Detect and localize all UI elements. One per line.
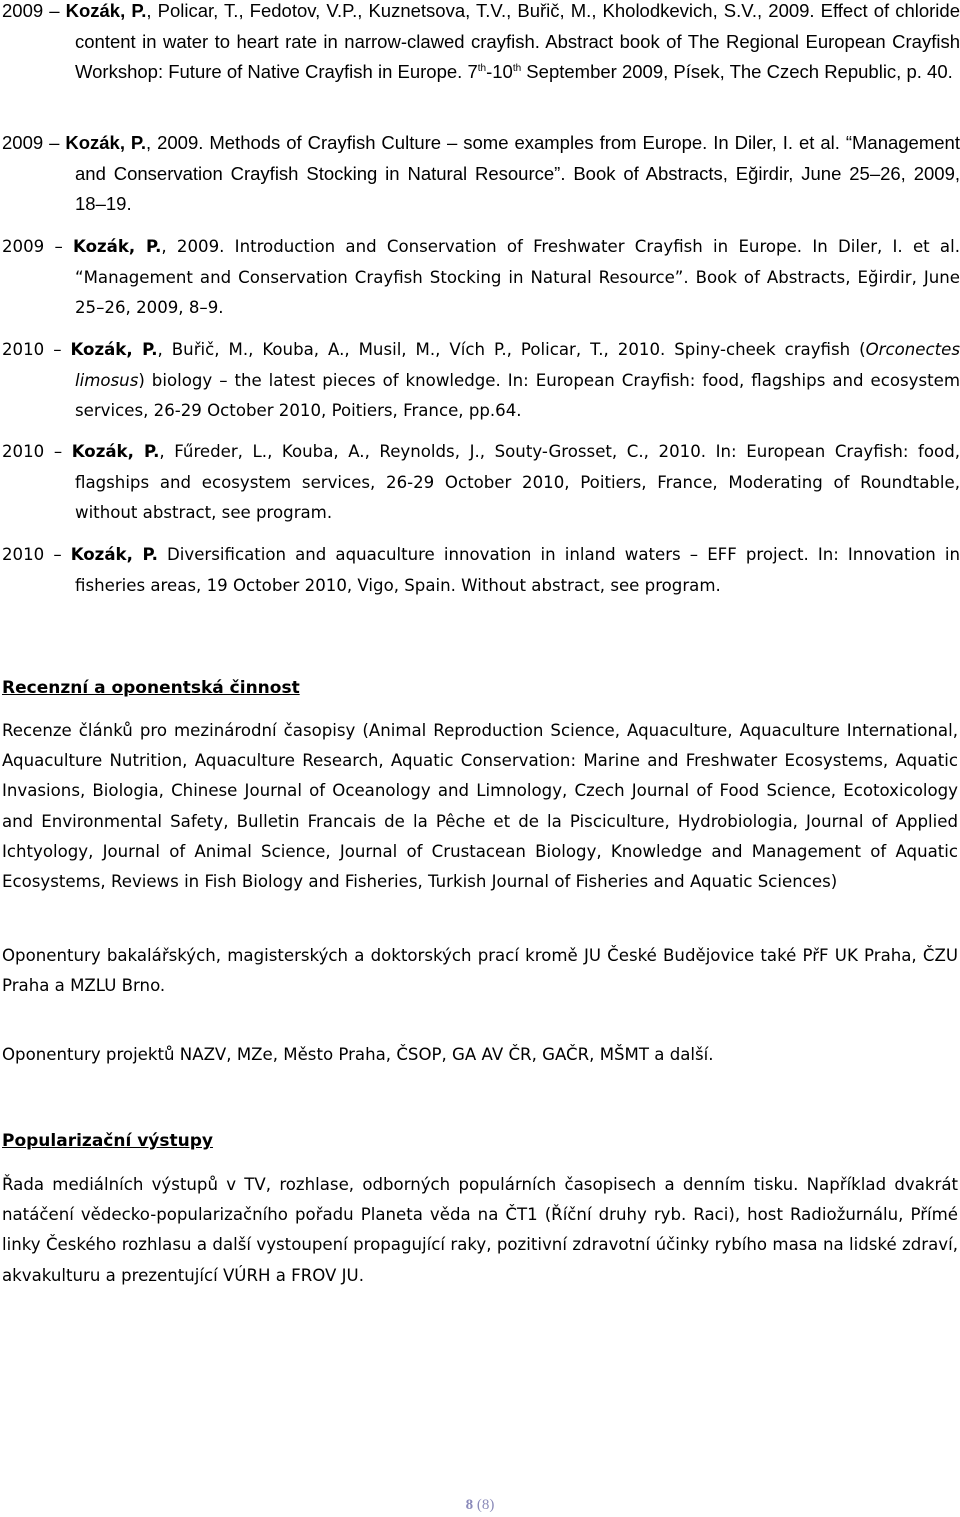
publication-entry: 2009 – Kozák, P., 2009. Introduction and Conservation of Freshwater Crayfish in Europe. In Diler, I. et al. “Management and Conservation Crayfish Stocking in Natural Resource”. Book of Abstracts, Eğirdir, June 25–26, 2009, 8–9. bbox=[2, 237, 960, 317]
section-heading-popularization: Popularizační výstupy bbox=[2, 1131, 213, 1151]
popularization-paragraph: Řada mediálních výstupů v TV, rozhlase, odborných populárních časopisech a denním tisku. Například dvakrát natáčení vědecko-popularizačního pořadu Planeta věda na ČT1 (Říční druhy ryb. Raci), host Radiožurnálu, Přímé linky Českého rozhlasu a další vystoupení propagující raky, pozitivní zdravotní účinky rybího masa na lidské zdraví, akvakulturu a prezentující VÚRH a FROV JU. bbox=[2, 1175, 958, 1285]
publication-entry: 2010 – Kozák, P. Diversification and aquaculture innovation in inland waters – EFF project. In: Innovation in fisheries areas, 19 October 2010, Vigo, Spain. Without abstract, see program. bbox=[2, 545, 960, 595]
entry-text: , 2009. Introduction and Conservation of Freshwater Crayfish in Europe. In Diler, I. et al. “Management and Conservation Crayfish Stocking in Natural Resource”. Book of Abstracts, Eğirdir, June 25–26, 2009, 8–9. bbox=[75, 237, 960, 317]
entry-text: Diversification and aquaculture innovation in inland waters – EFF project. In: Innovation in fisheries areas, 19 October 2010, Vigo, Spain. Without abstract, see program. bbox=[75, 545, 960, 595]
entry-year: 2009 bbox=[2, 237, 45, 256]
page-number: 8 bbox=[465, 1497, 474, 1513]
entry-year: 2010 bbox=[2, 340, 45, 359]
entry-year: 2009 bbox=[2, 132, 44, 153]
page-number-footer bbox=[0, 1497, 960, 1514]
publication-entry: 2010 – Kozák, P., Buřič, M., Kouba, A., Musil, M., Vích P., Policar, T., 2010. Spiny-cheek crayfish (Orconectes limosus) biology – the latest pieces of knowledge. In: European Crayfish: food, flagships and ecosystem services, 26-29 October 2010, Poitiers, France, pp.64. bbox=[2, 340, 960, 420]
section-heading-review: Recenzní a oponentská činnost bbox=[2, 678, 300, 698]
entry-text: , Fűreder, L., Kouba, A., Reynolds, J., Souty-Grosset, C., 2010. In: European Crayfish: food, flagships and ecosystem services, 26-29 October 2010, Poitiers, France, Moderating of Roundtable, without abstract, see program. bbox=[75, 442, 960, 522]
page-total: (8) bbox=[476, 1497, 495, 1513]
publication-entry: 2010 – Kozák, P., Fűreder, L., Kouba, A., Reynolds, J., Souty-Grosset, C., 2010. In: European Crayfish: food, flagships and ecosystem services, 26-29 October 2010, Poitiers, France, Moderating of Roundtable, without abstract, see program. bbox=[2, 442, 960, 522]
entry-author: Kozák, P. bbox=[71, 442, 160, 461]
entry-author: Kozák, P. bbox=[73, 237, 162, 256]
entry-text: , Buřič, M., Kouba, A., Musil, M., Vích P., Policar, T., 2010. Spiny-cheek crayfish ( bbox=[157, 340, 866, 359]
review-projects-paragraph: Oponentury projektů NAZV, MZe, Město Praha, ČSOP, GA AV ČR, GAČR, MŠMT a další. bbox=[2, 1045, 714, 1064]
entry-text: , Policar, T., Fedotov, V.P., Kuznetsova, T.V., Buřič, M., Kholodkevich, S.V., 2009. Effect of chloride content in water to heart rate in narrow-clawed crayfish. Abstract book of The Regional European Crayfish Workshop: Future of Native Crayfish in Europe. 7 bbox=[75, 0, 960, 82]
entry-year: 2010 bbox=[2, 442, 45, 461]
species-name: Orconectes limosus bbox=[75, 340, 960, 390]
entry-author: Kozák, P. bbox=[70, 340, 158, 359]
review-journals-paragraph: Recenze článků pro mezinárodní časopisy (Animal Reproduction Science, Aquaculture, Aquaculture International, Aquaculture Nutrition, Aquaculture Research, Aquatic Conservation: Marine and Freshwater Ecosystems, Aquatic Invasions, Biologia, Chinese Journal of Oceanology and Limnology, Czech Journal of Food Science, Ecotoxicology and Environmental Safety, Bulletin Francais de la Pêche et de la Pisciculture, Hydrobiologia, Journal of Applied Ichtyology, Journal of Animal Science, Journal of Crustacean Biology, Knowledge and Management of Aquatic Ecosystems, Reviews in Fish Biology and Fisheries, Turkish Journal of Fisheries and Aquatic Sciences) bbox=[2, 721, 958, 892]
entry-text: , 2009. Methods of Crayfish Culture – some examples from Europe. In Diler, I. et al. “Management and Conservation Crayfish Stocking in Natural Resource”. Book of Abstracts, Eğirdir, June 25–26, 2009, 18–19. bbox=[75, 132, 960, 214]
entry-year: 2010 bbox=[2, 545, 45, 564]
entry-year: 2009 bbox=[2, 0, 44, 21]
entry-author: Kozák, P. bbox=[65, 0, 147, 21]
publication-entry: 2009 – Kozák, P., 2009. Methods of Crayfish Culture – some examples from Europe. In Diler, I. et al. “Management and Conservation Crayfish Stocking in Natural Resource”. Book of Abstracts, Eğirdir, June 25–26, 2009, 18–19. bbox=[2, 132, 960, 214]
review-theses-paragraph: Oponentury bakalářských, magisterských a doktorských prací kromě JU České Budějovice také PřF UK Praha, ČZU Praha a MZLU Brno. bbox=[2, 946, 958, 996]
entry-author: Kozák, P. bbox=[65, 132, 147, 153]
publication-entry: 2009 – Kozák, P., Policar, T., Fedotov, V.P., Kuznetsova, T.V., Buřič, M., Kholodkevich, S.V., 2009. Effect of chloride content in water to heart rate in narrow-clawed crayfish. Abstract book of The Regional European Crayfish Workshop: Future of Native Crayfish in Europe. 7th-10th September 2009, Písek, The Czech Republic, p. 40. bbox=[2, 0, 960, 82]
entry-author: Kozák, P. bbox=[70, 545, 158, 564]
